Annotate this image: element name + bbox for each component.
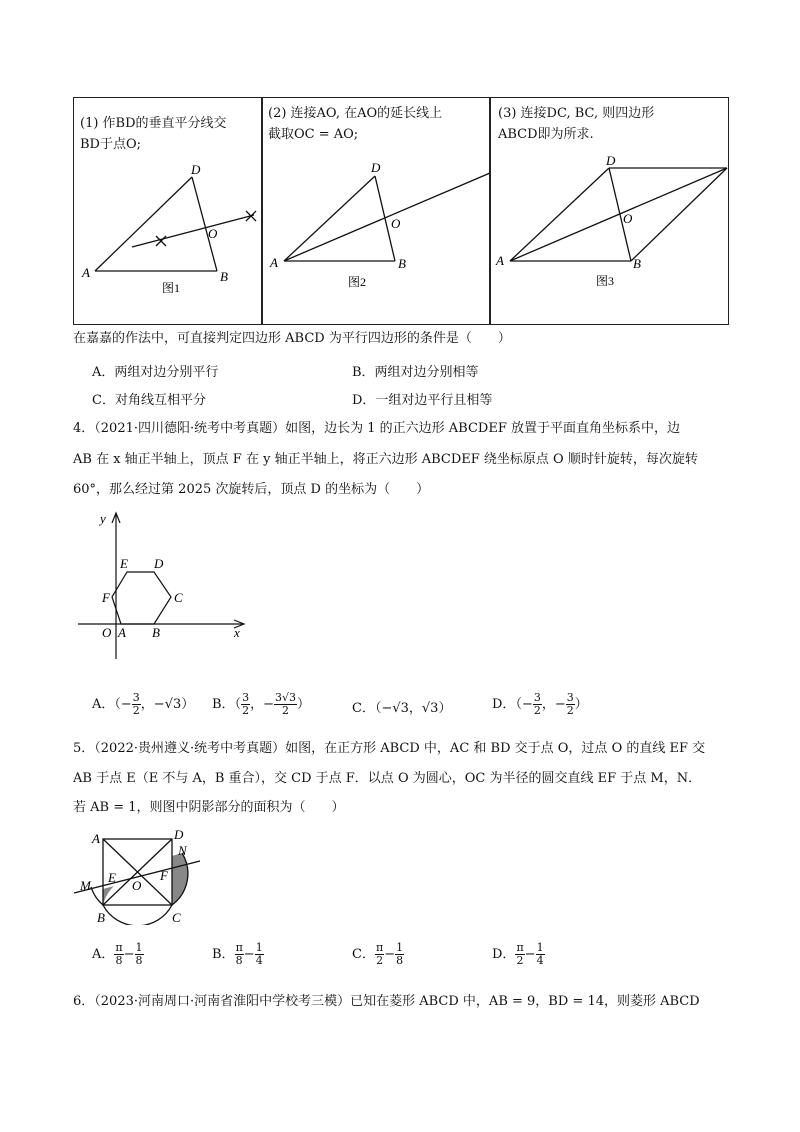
q5-option-b-label: B． [212,947,235,962]
step3-text-line2: ABCD即为所求. [498,127,594,142]
point-a-label: A [270,255,278,270]
step3-text-line1: (3) 连接DC, BC, 则四边形 [498,106,655,121]
point-a-label: A [82,265,90,280]
q6-stem-line1: 6．（2023·河南周口·河南省淮阳中学校考三模）已知在菱形 ABCD 中，AB = 9，BD = 14，则菱形 ABCD [73,994,700,1009]
point-o-label: O [208,226,218,241]
figure-3-caption: 图3 [596,274,615,288]
q4-option-a[interactable] [92,692,194,717]
vertex-d-label: D [174,827,184,842]
point-n-label: N [178,843,187,858]
q5-stem-line1: 5．（2022·贵州遵义·统考中考真题）如图，在正方形 ABCD 中，AC 和 BD 交于点 O，过点 O 的直线 EF 交 [73,741,706,756]
q5-option-a-label: A． [92,947,115,962]
vertex-d-label: D [154,556,164,571]
q5-option-c-frac-2: $\frac{1}{8}$ [396,941,404,967]
q4-option-d-open: （− [515,697,533,712]
q5-option-d-label: D． [492,947,516,962]
point-o-label: O [391,216,401,231]
q4-option-b-close: ） [297,697,311,712]
q4-stem-line3: 60°，那么经过第 2025 次旋转后，顶点 D 的坐标为（ ） [73,482,430,497]
q4-option-a-label: A． [92,697,115,712]
y-axis-label: y [100,511,106,526]
step2-text-line1: (2) 连接AO, 在AO的延长线上 [268,106,443,121]
q4-option-c[interactable] [352,697,451,716]
q5-option-d-minus: − [524,947,536,962]
q4-option-b-fraction-2: $\frac{3√3}{2}$ [274,691,296,717]
q5-option-d-frac-1: $\frac{\pi}{2}$ [516,941,524,967]
center-o-label: O [132,878,142,893]
q5-option-c-label: C． [352,947,375,962]
point-d-label: D [191,162,201,177]
q4-option-d[interactable] [492,692,588,717]
q5-option-a-minus: − [123,947,135,962]
origin-o-label: O [102,625,112,640]
q4-option-d-close: ） [574,697,588,712]
q4-option-b-open: （ [234,697,242,712]
q5-option-b-frac-2: $\frac{1}{4}$ [255,941,263,967]
q3-option-c[interactable]: C．对角线互相平分 [92,393,206,408]
figure-1-diagram [74,160,262,300]
q4-option-c-label: C． [352,701,375,716]
q4-option-a-close: ） [181,697,195,712]
q5-option-a-frac-1: $\frac{\pi}{8}$ [115,941,123,967]
point-e-label: E [108,870,116,885]
step1-text-line1: (1) 作BD的垂直平分线交 [80,116,227,131]
q5-option-c-frac-1: $\frac{\pi}{2}$ [375,941,384,967]
q4-option-a-fraction: $\frac{3}{2}$ [132,691,140,717]
q4-option-c-value: （−√3，√3） [374,701,452,716]
figure-2-caption: 图2 [348,275,367,289]
q4-hexagon-diagram [72,505,252,665]
figure-1-caption: 图1 [162,281,181,295]
q3-option-d[interactable]: D．一组对边平行且相等 [352,393,493,408]
vertex-f-label: F [102,590,110,605]
q5-option-d-frac-2: $\frac{1}{4}$ [536,941,544,967]
q5-option-b[interactable] [212,942,264,967]
q4-option-d-mid: ，− [541,697,566,712]
q5-stem-line3: 若 AB = 1，则图中阴影部分的面积为（ ） [73,800,345,815]
q5-option-a[interactable] [92,942,144,967]
point-b-label: B [633,256,641,271]
q4-option-d-fraction-2: $\frac{3}{2}$ [566,691,574,717]
vertex-a-label: A [118,625,126,640]
point-o-label: O [623,211,633,226]
vertex-a-label: A [92,831,100,846]
point-m-label: M [80,878,91,893]
point-f-label: F [160,868,168,883]
step1-text-line2: BD于点O; [80,137,142,152]
q3-option-a[interactable]: A．两组对边分别平行 [92,365,219,380]
q4-option-b-fraction-1: $\frac{3}{2}$ [242,691,250,717]
figure-3-diagram [490,150,728,300]
vertex-e-label: E [120,556,128,571]
q5-option-c-minus: − [384,947,396,962]
q5-square-circle-diagram [72,825,212,925]
q5-option-b-frac-1: $\frac{\pi}{8}$ [235,941,243,967]
q4-option-d-label: D． [492,697,516,712]
q5-option-c[interactable] [352,942,404,967]
q4-option-a-open: （− [114,697,132,712]
x-axis-label: x [234,625,240,640]
q3-stem: 在嘉嘉的作法中，可直接判定四边形 ABCD 为平行四边形的条件是（ ） [73,331,511,346]
vertex-c-label: C [174,590,183,605]
figure-2-diagram [262,160,490,300]
q5-stem-line2: AB 于点 E（E 不与 A，B 重合），交 CD 于点 F．以点 O 为圆心，OC 为半径的圆交直线 EF 于点 M，N． [73,771,702,786]
q4-option-d-fraction-1: $\frac{3}{2}$ [533,691,541,717]
q4-stem-line1: 4．（2021·四川德阳·统考中考真题）如图，边长为 1 的正六边形 ABCDEF 放置于平面直角坐标系中，边 [73,421,680,436]
q4-option-b[interactable] [212,692,310,717]
q5-option-d[interactable] [492,942,545,967]
q5-option-b-minus: − [243,947,255,962]
vertex-b-label: B [152,625,160,640]
point-b-label: B [220,269,228,284]
point-b-label: B [398,256,406,271]
q4-option-a-mid: ，−√3 [140,697,182,712]
point-d-label: D [371,160,381,175]
step2-text-line2: 截取OC = AO; [268,127,359,142]
q4-option-b-mid: ，− [250,697,274,712]
q3-option-b[interactable]: B．两组对边分别相等 [352,365,479,380]
point-a-label: A [496,253,504,268]
q5-option-a-frac-2: $\frac{1}{8}$ [135,941,143,967]
vertex-c-label: C [172,910,181,925]
vertex-b-label: B [97,910,105,925]
q4-option-b-label: B． [212,697,235,712]
point-d-label: D [606,153,616,168]
q4-stem-line2: AB 在 x 轴正半轴上，顶点 F 在 y 轴正半轴上，将正六边形 ABCDEF 绕坐标原点 O 顺时针旋转，每次旋转 [73,452,698,467]
